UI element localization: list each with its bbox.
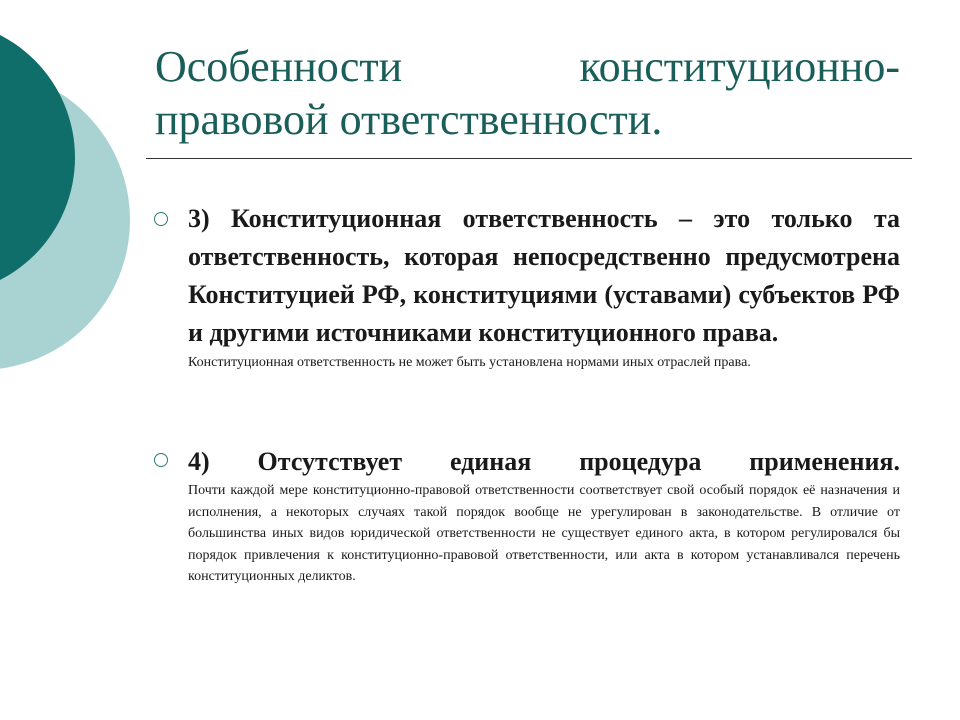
title-divider <box>146 158 912 159</box>
slide-title: Особенности конституционно-правовой ответственности. <box>155 42 900 144</box>
bullet-item <box>188 200 900 374</box>
bullet-main-text: 3) Конституционная ответственность – это только та ответственность, которая непосредственно предусмотрена Конституцией РФ, конституциями (уставами) субъектов РФ и другими источниками конституционного права. <box>188 204 900 347</box>
bullet-item <box>188 444 900 588</box>
ring-bullet-icon <box>154 453 168 467</box>
bullet-sub-text: Конституционная ответственность не может быть установлена нормами иных отраслей права. <box>188 355 751 370</box>
bullet-sub-text: Почти каждой мере конституционно-правовой ответственности соответствует свой особый порядок её назначения и исполнения, а некоторых случаях такой порядок вообще не урегулирован в законодательстве. В отличие от большинства иных видов юридической ответственности не существует единого акта, в котором регулировался бы порядок привлечения к конституционно-правовой ответственности, или акта в котором устанавливался перечень конституционных деликтов. <box>188 483 900 584</box>
ring-bullet-icon <box>154 212 168 226</box>
bullet-main-text: 4) Отсутствует единая процедура применения. <box>188 447 900 476</box>
